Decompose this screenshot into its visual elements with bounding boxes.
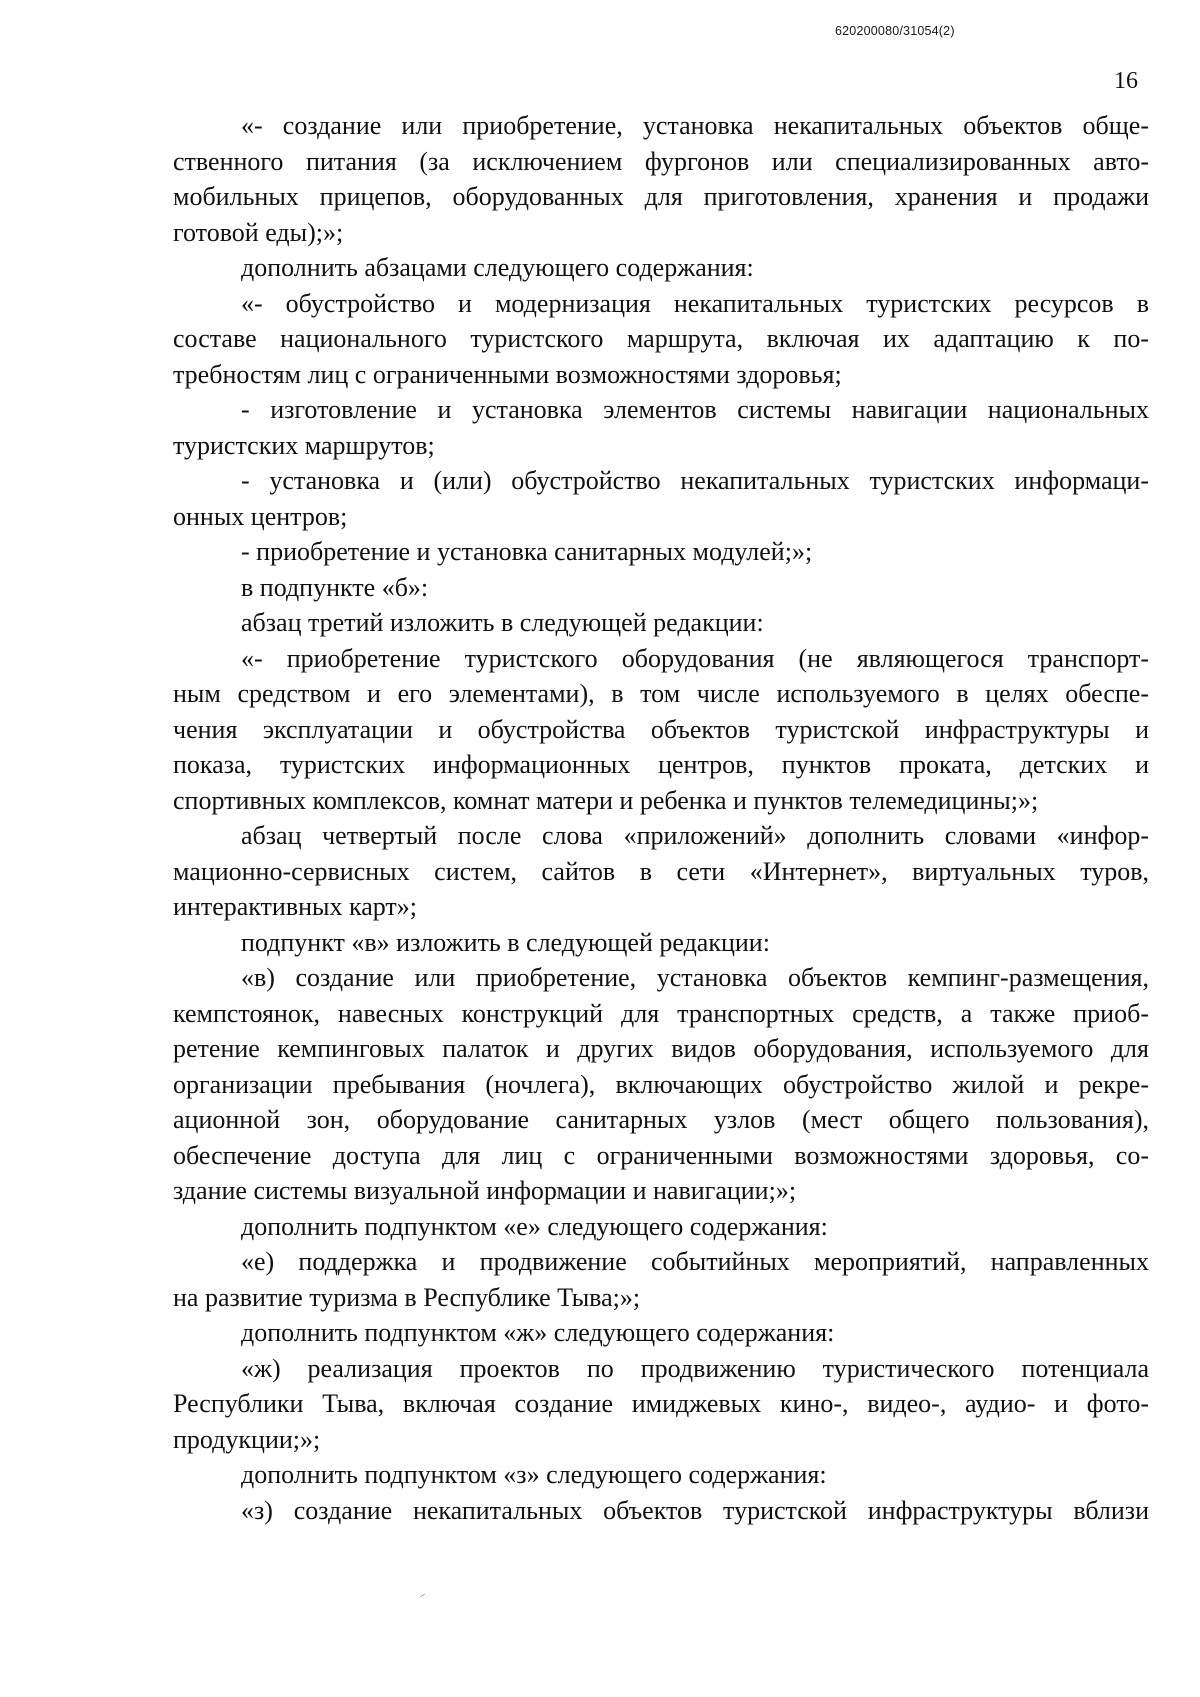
document-body bbox=[173, 108, 1149, 1528]
text-line: «- приобретение туристского оборудования (не являющегося транспорт- bbox=[241, 643, 1149, 673]
text-line: ационной зон, оборудование санитарных узлов (мест общего пользования), bbox=[173, 1105, 1149, 1134]
text-line: обеспечение доступа для лиц с ограниченными возможностями здоровья, со- bbox=[173, 1140, 1149, 1170]
text-line: чения эксплуатации и обустройства объектов туристской инфраструктуры и bbox=[173, 714, 1149, 744]
text-line: «ж) реализация проектов по продвижению туристического потенциала bbox=[241, 1353, 1149, 1383]
text-line: туристских маршрутов; bbox=[173, 430, 435, 460]
text-line: абзац третий изложить в следующей редакции: bbox=[241, 608, 764, 637]
text-line: подпункт «в» изложить в следующей редакции: bbox=[241, 927, 770, 957]
text-line: - изготовление и установка элементов системы навигации национальных bbox=[241, 395, 1149, 424]
text-line: организации пребывания (ночлега), включающих обустройство жилой и рекре- bbox=[173, 1069, 1149, 1099]
text-line: ретение кемпинговых палаток и других видов оборудования, используемого для bbox=[173, 1034, 1149, 1063]
text-line: «в) создание или приобретение, установка объектов кемпинг-размещения, bbox=[241, 963, 1149, 992]
text-line: - установка и (или) обустройство некапитальных туристских информаци- bbox=[241, 466, 1149, 495]
text-line: Республики Тыва, включая создание имиджевых кино-, видео-, аудио- и фото- bbox=[173, 1389, 1149, 1418]
text-line: на развитие туризма в Республике Тыва;»; bbox=[173, 1282, 641, 1312]
scan-speck bbox=[420, 1594, 425, 1597]
text-line: «- обустройство и модернизация некапитальных туристских ресурсов в bbox=[241, 288, 1149, 318]
text-line: мобильных прицепов, оборудованных для приготовления, хранения и продажи bbox=[173, 182, 1149, 211]
text-line: дополнить абзацами следующего содержания: bbox=[241, 253, 754, 282]
text-line: показа, туристских информационных центров, пунктов проката, детских и bbox=[173, 750, 1149, 779]
text-line: «е) поддержка и продвижение событийных мероприятий, направленных bbox=[241, 1247, 1149, 1276]
text-line: дополнить подпунктом «ж» следующего содержания: bbox=[241, 1318, 835, 1347]
text-line: дополнить подпунктом «е» следующего содержания: bbox=[241, 1211, 828, 1241]
text-line: составе национального туристского маршрута, включая их адаптацию к по- bbox=[173, 324, 1149, 353]
text-line: здание системы визуальной информации и навигации;»; bbox=[173, 1176, 797, 1205]
text-line: ным средством и его элементами), в том числе используемого в целях обеспе- bbox=[173, 679, 1149, 708]
text-line: кемпстоянок, навесных конструкций для транспортных средств, а также приоб- bbox=[173, 998, 1149, 1028]
text-line: - приобретение и установка санитарных модулей;»; bbox=[241, 537, 813, 566]
text-line: готовой еды);»; bbox=[173, 217, 344, 247]
text-line: «з) создание некапитальных объектов туристской инфраструктуры вблизи bbox=[241, 1495, 1149, 1525]
text-line: абзац четвертый после слова «приложений» дополнить словами «инфор- bbox=[241, 821, 1149, 850]
text-line: спортивных комплексов, комнат матери и ребенка и пунктов телемедицины;»; bbox=[173, 785, 1039, 815]
text-line: «- создание или приобретение, установка некапитальных объектов обще- bbox=[241, 111, 1149, 140]
text-line: в подпункте «б»: bbox=[241, 572, 429, 602]
text-line: продукции;»; bbox=[173, 1424, 321, 1454]
text-line: требностям лиц с ограниченными возможностями здоровья; bbox=[173, 359, 842, 389]
text-line: онных центров; bbox=[173, 501, 348, 531]
document-number: 620200080/31054(2) bbox=[835, 24, 955, 38]
text-line: мационно-сервисных систем, сайтов в сети «Интернет», виртуальных туров, bbox=[173, 856, 1149, 886]
page-number: 16 bbox=[1114, 68, 1138, 94]
text-line: ственного питания (за исключением фургонов или специализированных авто- bbox=[173, 146, 1149, 176]
text-line: интерактивных карт»; bbox=[173, 892, 418, 921]
text-line: дополнить подпунктом «з» следующего содержания: bbox=[241, 1460, 827, 1489]
